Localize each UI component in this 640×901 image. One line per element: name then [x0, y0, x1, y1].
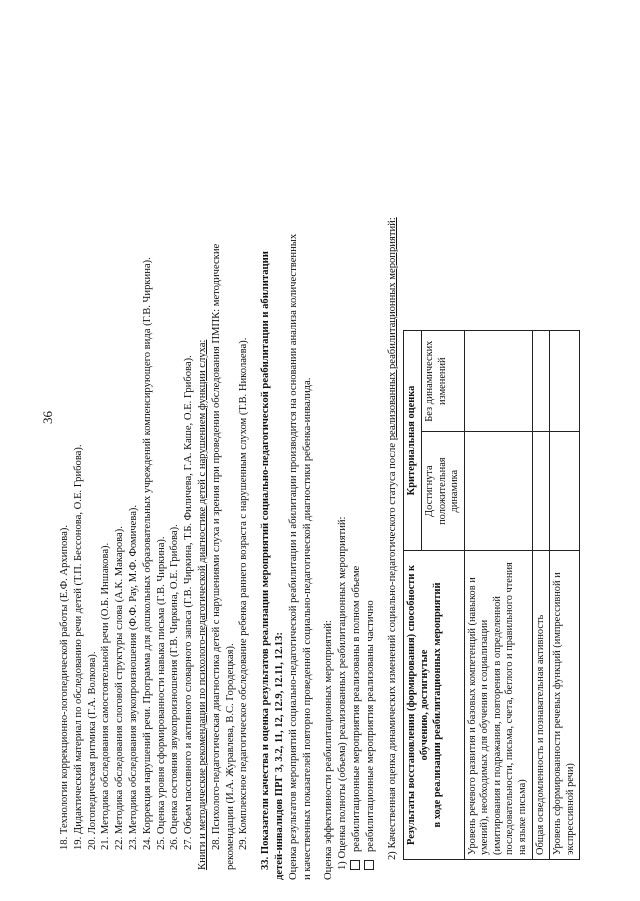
- efficiency-item-2: [386, 20, 400, 880]
- table-cell-nodynamic[interactable]: [464, 331, 532, 432]
- list-item: 18. Технологии коррекционно-логопедической работы (Е.Ф. Архипова).: [59, 524, 70, 850]
- section-33-title-cont: детей-инвалидов ПРГ 3, 3.2, 11, 12, 12.9, 12.11, 12.13:: [273, 632, 285, 880]
- table-header-criterial: Критериальная оценка: [404, 331, 422, 551]
- list-item: 29. Комплексное педагогическое обследование ребенка раннего возраста с нарушенным слухом (Т.В. Николаева).: [238, 337, 250, 850]
- checkbox-full[interactable]: [350, 860, 360, 870]
- section-33-title: 33. Показатели качества и оценка результатов реализации мероприятий социально-педагогической реабилитации и абилитации: [260, 251, 272, 870]
- list-item: 20. Логопедическая ритмика (Г.А. Волкова).: [86, 651, 98, 850]
- checkbox-partial[interactable]: [364, 860, 374, 870]
- methods-list: [58, 20, 196, 880]
- list-item: 22. Методика обследования слоговой структуры слова (А.К. Макарова).: [114, 526, 126, 850]
- assessment-table: [403, 330, 580, 860]
- list-item: 21. Методика обследования самостоятельной речи (О.Б. Иншакова).: [100, 542, 112, 850]
- efficiency-item-2-underlined: реализованных реабилитационных мероприятий:: [386, 217, 398, 441]
- table-row: [532, 331, 550, 860]
- option-full: [350, 20, 364, 880]
- table-cell-positive[interactable]: [532, 432, 550, 551]
- table-cell-positive[interactable]: [464, 432, 532, 551]
- header-line: в ходе реализации реабилитационных мероприятий: [431, 582, 443, 828]
- document-body: [58, 20, 618, 880]
- header-line: Результаты восстановления (формирования) способности к обучению, достигнутые: [406, 565, 430, 846]
- list-item: 27. Объем пассивного и активного словарного запаса (Г.В. Чиркина, Т.Б. Филичева, Г.А. Каше, О.Е. Грибова).: [183, 355, 195, 850]
- list-item: 23. Методика обследования звукопроизношения (Ф.Ф. Рау, М.Ф. Фомичева).: [127, 504, 139, 850]
- table-cell-nodynamic[interactable]: [532, 331, 550, 432]
- efficiency-item-1: 1) Оценка полноты (объема) реализованных реабилитационных мероприятий:: [337, 516, 349, 870]
- section-33-paragraph-cont: и качественных показателей повторно проведенной социально-педагогической диагностики ребенка-инвалида.: [301, 377, 313, 880]
- efficiency-heading: Оценка эффективности реабилитационных мероприятий:: [323, 620, 335, 880]
- efficiency-item-2-text: 2) Качественная оценка динамических изменений социально-педагогического статуса после: [386, 440, 398, 860]
- list-item: 26. Оценка состояния звукопроизношения (Г.В. Чиркина, О.Е. Грибова).: [169, 524, 181, 850]
- table-subheader-nodynamic: Без динамических изменений: [421, 331, 464, 432]
- section-33-paragraph: Оценка результатов мероприятий социально-педагогической реабилитации и абилитации производится на основании анализа количественных: [287, 233, 299, 880]
- list-item-continuation: рекомендации (И.А. Журавлева, В.С. Городецкая).: [224, 643, 236, 870]
- option-partial-label: реабилитационные мероприятия реализованы частично: [364, 600, 376, 852]
- option-full-label: реабилитационные мероприятия реализованы в полном объеме: [350, 565, 362, 852]
- list-item: 28. Психолого-педагогическая диагностика детей с нарушениями слуха и зрения при проведении обследования ПМПК: методические: [210, 243, 222, 850]
- page-number: 36: [40, 411, 55, 424]
- table-row: [550, 331, 580, 860]
- table-cell: Уровень речевого развития и базовых компетенций (навыков и умений), необходимых для обучения и социализации (имитирования и подражания, повторения в определенной последовательности, письма, счета, беглого и правильного чтения на языке письма): [464, 551, 532, 860]
- table-cell: Общая осведомленность и познавательная активность: [532, 551, 550, 860]
- table-header-results: [404, 551, 464, 860]
- table-subheader-positive: Достигнута положительная динамика: [421, 432, 464, 551]
- table-cell-positive[interactable]: [550, 432, 580, 551]
- list-item: 24. Коррекция нарушений речи. Программа для дошкольных образовательных учреждений компенсирующего вида (Г.В. Чиркина).: [141, 257, 153, 850]
- list-item: 19. Дидактический материал по обследованию речи детей (Т.П. Бессонова, О.Е. Грибова).: [72, 444, 84, 850]
- list-item: 25. Оценка уровня сформированности навыка письма (Г.В. Чиркина).: [155, 536, 167, 850]
- table-cell: Уровень сформированности речевых функций (импрессивной и экспрессивной речи): [550, 551, 580, 860]
- table-row: [464, 331, 532, 860]
- option-partial: [364, 20, 378, 880]
- table-cell-nodynamic[interactable]: [550, 331, 580, 432]
- hearing-books-heading: Книги и методические рекомендации по психолого-педагогической диагностике детей с нарушением функции слуха:: [196, 339, 208, 870]
